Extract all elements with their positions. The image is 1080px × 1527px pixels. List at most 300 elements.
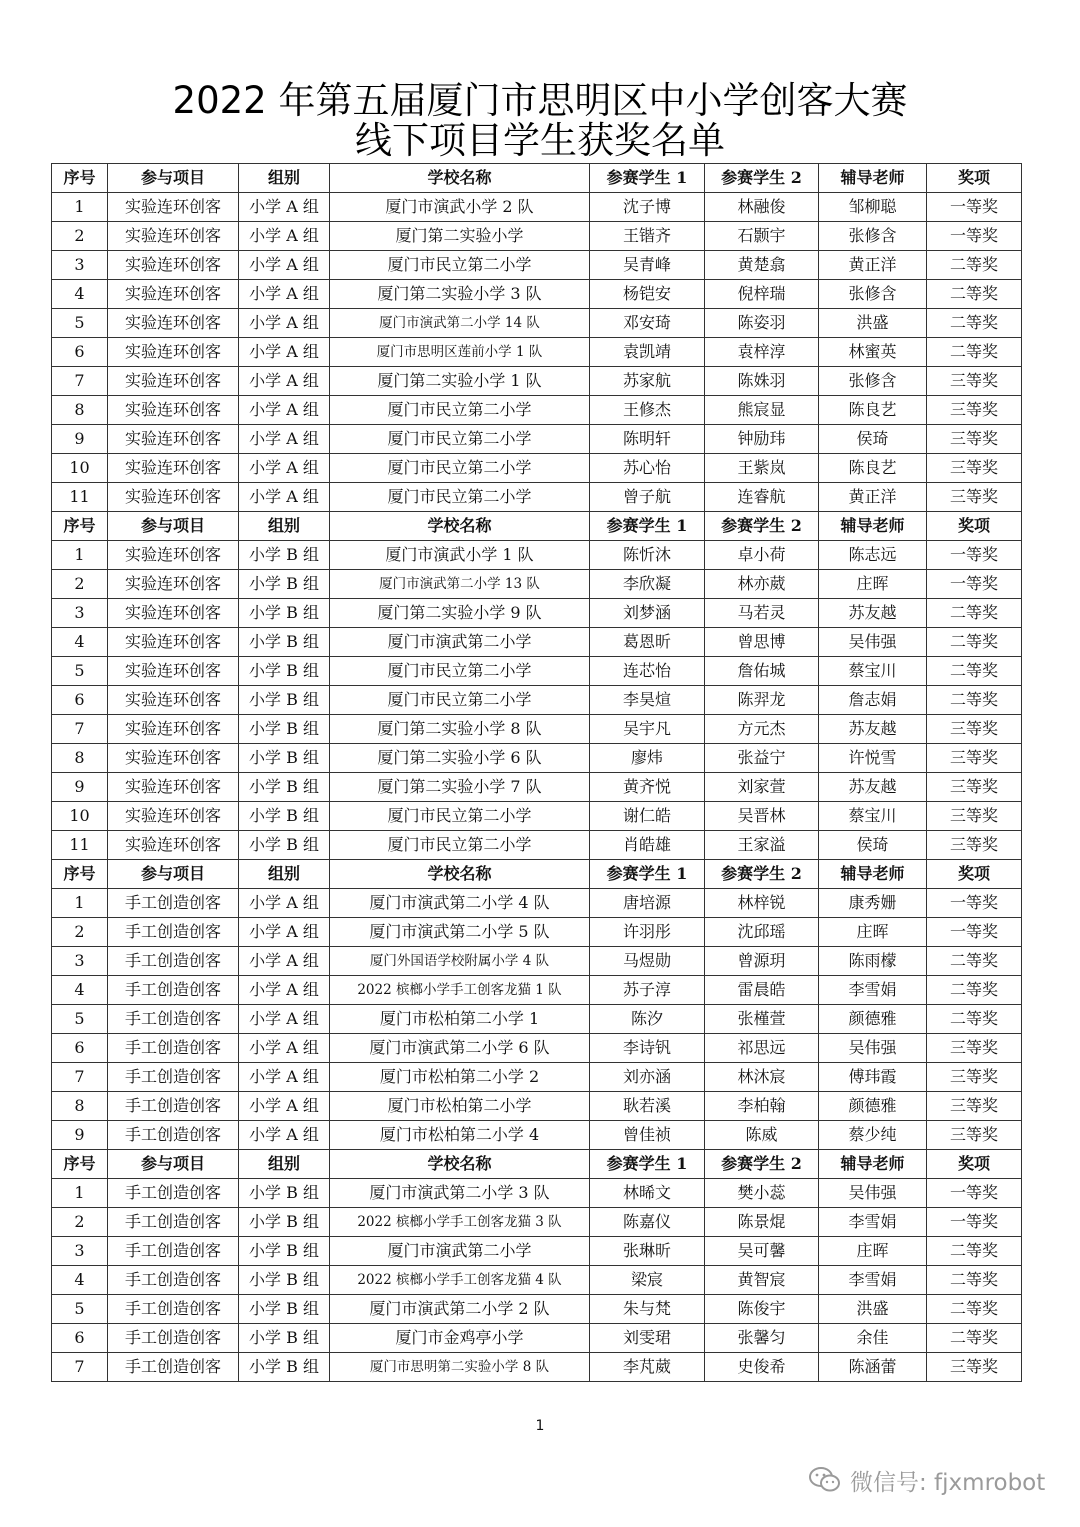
cell-student-1: 邓安琦 bbox=[590, 309, 705, 338]
cell-teacher: 颜德雅 bbox=[819, 1005, 927, 1034]
column-header: 组别 bbox=[239, 164, 330, 193]
cell-student-2: 吴可馨 bbox=[705, 1237, 819, 1266]
cell-project: 实验连环创客 bbox=[108, 599, 239, 628]
cell-group: 小学 A 组 bbox=[239, 918, 330, 947]
cell-school: 厦门市演武第二小学 3 队 bbox=[330, 1179, 590, 1208]
cell-teacher: 李雪娟 bbox=[819, 976, 927, 1005]
cell-award: 二等奖 bbox=[927, 947, 1022, 976]
column-header: 组别 bbox=[239, 512, 330, 541]
table-row bbox=[52, 454, 1022, 483]
page-number: 1 bbox=[535, 1418, 545, 1434]
cell-award: 三等奖 bbox=[927, 773, 1022, 802]
cell-index: 7 bbox=[52, 1353, 108, 1382]
cell-student-2: 陈景焜 bbox=[705, 1208, 819, 1237]
cell-student-1: 林晞文 bbox=[590, 1179, 705, 1208]
cell-group: 小学 A 组 bbox=[239, 338, 330, 367]
cell-teacher: 苏友越 bbox=[819, 773, 927, 802]
cell-project: 实验连环创客 bbox=[108, 280, 239, 309]
cell-group: 小学 A 组 bbox=[239, 280, 330, 309]
cell-index: 5 bbox=[52, 309, 108, 338]
cell-school: 厦门第二实验小学 3 队 bbox=[330, 280, 590, 309]
cell-student-2: 连睿航 bbox=[705, 483, 819, 512]
cell-award: 二等奖 bbox=[927, 309, 1022, 338]
cell-student-1: 曾子航 bbox=[590, 483, 705, 512]
column-header: 辅导老师 bbox=[819, 164, 927, 193]
cell-student-1: 谢仁皓 bbox=[590, 802, 705, 831]
cell-index: 6 bbox=[52, 338, 108, 367]
column-header: 参赛学生 2 bbox=[705, 164, 819, 193]
cell-group: 小学 A 组 bbox=[239, 193, 330, 222]
cell-group: 小学 B 组 bbox=[239, 1324, 330, 1353]
table-row bbox=[52, 1179, 1022, 1208]
cell-index: 11 bbox=[52, 483, 108, 512]
cell-group: 小学 A 组 bbox=[239, 947, 330, 976]
table-row bbox=[52, 338, 1022, 367]
cell-school: 厦门市思明区莲前小学 1 队 bbox=[330, 338, 590, 367]
cell-teacher: 余佳 bbox=[819, 1324, 927, 1353]
cell-group: 小学 A 组 bbox=[239, 251, 330, 280]
column-header: 参与项目 bbox=[108, 164, 239, 193]
table-row bbox=[52, 193, 1022, 222]
table-row bbox=[52, 425, 1022, 454]
table-row bbox=[52, 367, 1022, 396]
cell-teacher: 林蜜英 bbox=[819, 338, 927, 367]
table-row bbox=[52, 1237, 1022, 1266]
cell-school: 厦门市民立第二小学 bbox=[330, 425, 590, 454]
cell-teacher: 庄晖 bbox=[819, 570, 927, 599]
table-row bbox=[52, 918, 1022, 947]
table-row bbox=[52, 686, 1022, 715]
cell-project: 实验连环创客 bbox=[108, 686, 239, 715]
cell-project: 实验连环创客 bbox=[108, 744, 239, 773]
cell-project: 手工创造创客 bbox=[108, 1324, 239, 1353]
award-table bbox=[51, 163, 1022, 1382]
cell-teacher: 黄正洋 bbox=[819, 251, 927, 280]
cell-student-1: 李昊煊 bbox=[590, 686, 705, 715]
cell-index: 5 bbox=[52, 1005, 108, 1034]
watermark-text: 微信号: fjxmrobot bbox=[850, 1469, 1046, 1496]
cell-award: 三等奖 bbox=[927, 483, 1022, 512]
cell-project: 实验连环创客 bbox=[108, 454, 239, 483]
cell-school: 2022 槟榔小学手工创客龙猫 1 队 bbox=[330, 976, 590, 1005]
cell-project: 实验连环创客 bbox=[108, 193, 239, 222]
cell-group: 小学 A 组 bbox=[239, 454, 330, 483]
cell-award: 二等奖 bbox=[927, 1005, 1022, 1034]
cell-award: 一等奖 bbox=[927, 1179, 1022, 1208]
table-header-row bbox=[52, 164, 1022, 193]
cell-student-1: 刘亦涵 bbox=[590, 1063, 705, 1092]
cell-teacher: 张修含 bbox=[819, 367, 927, 396]
table-row bbox=[52, 657, 1022, 686]
cell-student-1: 李欣凝 bbox=[590, 570, 705, 599]
table-row bbox=[52, 1295, 1022, 1324]
cell-teacher: 吴伟强 bbox=[819, 1179, 927, 1208]
cell-group: 小学 A 组 bbox=[239, 1121, 330, 1150]
cell-student-2: 黄楚翕 bbox=[705, 251, 819, 280]
cell-teacher: 詹志娟 bbox=[819, 686, 927, 715]
cell-project: 实验连环创客 bbox=[108, 396, 239, 425]
cell-project: 手工创造创客 bbox=[108, 1295, 239, 1324]
watermark bbox=[808, 1465, 1045, 1495]
cell-group: 小学 B 组 bbox=[239, 802, 330, 831]
cell-award: 二等奖 bbox=[927, 599, 1022, 628]
cell-teacher: 蔡宝川 bbox=[819, 802, 927, 831]
cell-group: 小学 A 组 bbox=[239, 1034, 330, 1063]
cell-award: 三等奖 bbox=[927, 1121, 1022, 1150]
cell-group: 小学 B 组 bbox=[239, 1179, 330, 1208]
cell-student-2: 陈姿羽 bbox=[705, 309, 819, 338]
cell-award: 一等奖 bbox=[927, 541, 1022, 570]
cell-student-2: 沈邱瑶 bbox=[705, 918, 819, 947]
cell-index: 7 bbox=[52, 1063, 108, 1092]
cell-index: 1 bbox=[52, 1179, 108, 1208]
cell-student-1: 苏心怡 bbox=[590, 454, 705, 483]
cell-teacher: 陈涵蕾 bbox=[819, 1353, 927, 1382]
column-header: 参赛学生 1 bbox=[590, 164, 705, 193]
cell-student-1: 杨铠安 bbox=[590, 280, 705, 309]
cell-award: 三等奖 bbox=[927, 396, 1022, 425]
cell-student-2: 陈俊宇 bbox=[705, 1295, 819, 1324]
table-row bbox=[52, 628, 1022, 657]
table-row bbox=[52, 831, 1022, 860]
cell-project: 实验连环创客 bbox=[108, 657, 239, 686]
cell-student-2: 方元杰 bbox=[705, 715, 819, 744]
column-header: 参赛学生 2 bbox=[705, 1150, 819, 1179]
cell-school: 厦门市民立第二小学 bbox=[330, 802, 590, 831]
cell-index: 9 bbox=[52, 1121, 108, 1150]
cell-group: 小学 B 组 bbox=[239, 599, 330, 628]
column-header: 参赛学生 2 bbox=[705, 512, 819, 541]
cell-student-1: 张琳昕 bbox=[590, 1237, 705, 1266]
cell-index: 3 bbox=[52, 947, 108, 976]
column-header: 序号 bbox=[52, 512, 108, 541]
cell-index: 3 bbox=[52, 599, 108, 628]
cell-teacher: 陈良艺 bbox=[819, 396, 927, 425]
cell-student-1: 苏家航 bbox=[590, 367, 705, 396]
cell-student-2: 黄智宸 bbox=[705, 1266, 819, 1295]
cell-award: 二等奖 bbox=[927, 1295, 1022, 1324]
cell-project: 手工创造创客 bbox=[108, 1179, 239, 1208]
cell-project: 实验连环创客 bbox=[108, 802, 239, 831]
cell-index: 3 bbox=[52, 251, 108, 280]
cell-project: 实验连环创客 bbox=[108, 338, 239, 367]
cell-student-2: 王家溢 bbox=[705, 831, 819, 860]
cell-award: 三等奖 bbox=[927, 1063, 1022, 1092]
column-header: 奖项 bbox=[927, 164, 1022, 193]
cell-student-2: 马若灵 bbox=[705, 599, 819, 628]
cell-group: 小学 B 组 bbox=[239, 686, 330, 715]
cell-index: 8 bbox=[52, 744, 108, 773]
cell-project: 实验连环创客 bbox=[108, 715, 239, 744]
cell-school: 厦门市演武第二小学 bbox=[330, 1237, 590, 1266]
cell-teacher: 李雪娟 bbox=[819, 1208, 927, 1237]
column-header: 辅导老师 bbox=[819, 860, 927, 889]
cell-project: 实验连环创客 bbox=[108, 222, 239, 251]
cell-student-2: 林沐宸 bbox=[705, 1063, 819, 1092]
cell-student-2: 林融俊 bbox=[705, 193, 819, 222]
cell-award: 二等奖 bbox=[927, 280, 1022, 309]
cell-index: 6 bbox=[52, 1034, 108, 1063]
cell-project: 实验连环创客 bbox=[108, 251, 239, 280]
cell-student-2: 张槿萱 bbox=[705, 1005, 819, 1034]
cell-group: 小学 A 组 bbox=[239, 425, 330, 454]
cell-teacher: 庄晖 bbox=[819, 918, 927, 947]
cell-student-1: 刘梦涵 bbox=[590, 599, 705, 628]
cell-index: 9 bbox=[52, 773, 108, 802]
cell-student-1: 王修杰 bbox=[590, 396, 705, 425]
cell-teacher: 洪盛 bbox=[819, 1295, 927, 1324]
cell-student-2: 刘家萱 bbox=[705, 773, 819, 802]
cell-index: 2 bbox=[52, 1208, 108, 1237]
cell-student-1: 袁凯靖 bbox=[590, 338, 705, 367]
table-row bbox=[52, 541, 1022, 570]
column-header: 参赛学生 1 bbox=[590, 512, 705, 541]
cell-student-2: 史俊希 bbox=[705, 1353, 819, 1382]
cell-school: 厦门第二实验小学 1 队 bbox=[330, 367, 590, 396]
table-row bbox=[52, 222, 1022, 251]
cell-student-1: 陈汐 bbox=[590, 1005, 705, 1034]
cell-project: 手工创造创客 bbox=[108, 1005, 239, 1034]
cell-school: 厦门市松柏第二小学 2 bbox=[330, 1063, 590, 1092]
table-row bbox=[52, 744, 1022, 773]
table-row bbox=[52, 773, 1022, 802]
cell-index: 1 bbox=[52, 193, 108, 222]
cell-student-2: 林梓锐 bbox=[705, 889, 819, 918]
column-header: 奖项 bbox=[927, 860, 1022, 889]
column-header: 学校名称 bbox=[330, 1150, 590, 1179]
cell-student-1: 曾佳祯 bbox=[590, 1121, 705, 1150]
column-header: 序号 bbox=[52, 164, 108, 193]
cell-student-2: 曾源玥 bbox=[705, 947, 819, 976]
cell-index: 2 bbox=[52, 918, 108, 947]
cell-project: 手工创造创客 bbox=[108, 976, 239, 1005]
table-row bbox=[52, 1353, 1022, 1382]
cell-student-1: 连芯怡 bbox=[590, 657, 705, 686]
wechat-icon bbox=[808, 1466, 842, 1494]
table-header-row bbox=[52, 860, 1022, 889]
cell-student-1: 沈子博 bbox=[590, 193, 705, 222]
cell-student-2: 陈姝羽 bbox=[705, 367, 819, 396]
cell-teacher: 许悦雪 bbox=[819, 744, 927, 773]
cell-award: 一等奖 bbox=[927, 1208, 1022, 1237]
cell-project: 实验连环创客 bbox=[108, 628, 239, 657]
cell-student-2: 曾思博 bbox=[705, 628, 819, 657]
cell-award: 二等奖 bbox=[927, 976, 1022, 1005]
cell-student-2: 张益宁 bbox=[705, 744, 819, 773]
cell-student-1: 王锴齐 bbox=[590, 222, 705, 251]
cell-teacher: 苏友越 bbox=[819, 715, 927, 744]
cell-award: 一等奖 bbox=[927, 570, 1022, 599]
cell-teacher: 侯琦 bbox=[819, 425, 927, 454]
cell-award: 三等奖 bbox=[927, 802, 1022, 831]
cell-award: 三等奖 bbox=[927, 1353, 1022, 1382]
table-row bbox=[52, 715, 1022, 744]
cell-student-1: 朱与梵 bbox=[590, 1295, 705, 1324]
cell-award: 三等奖 bbox=[927, 744, 1022, 773]
cell-student-2: 倪梓瑞 bbox=[705, 280, 819, 309]
cell-group: 小学 A 组 bbox=[239, 483, 330, 512]
cell-award: 三等奖 bbox=[927, 1034, 1022, 1063]
cell-project: 实验连环创客 bbox=[108, 483, 239, 512]
cell-group: 小学 A 组 bbox=[239, 1092, 330, 1121]
cell-award: 三等奖 bbox=[927, 454, 1022, 483]
column-header: 参赛学生 1 bbox=[590, 860, 705, 889]
cell-teacher: 黄正洋 bbox=[819, 483, 927, 512]
cell-school: 厦门市金鸡亭小学 bbox=[330, 1324, 590, 1353]
table-row bbox=[52, 1034, 1022, 1063]
column-header: 参赛学生 1 bbox=[590, 1150, 705, 1179]
table-row bbox=[52, 309, 1022, 338]
cell-award: 二等奖 bbox=[927, 1324, 1022, 1353]
cell-award: 一等奖 bbox=[927, 222, 1022, 251]
cell-project: 实验连环创客 bbox=[108, 570, 239, 599]
cell-student-2: 祁思远 bbox=[705, 1034, 819, 1063]
cell-index: 4 bbox=[52, 280, 108, 309]
column-header: 参与项目 bbox=[108, 860, 239, 889]
table-row bbox=[52, 1121, 1022, 1150]
cell-school: 厦门市松柏第二小学 bbox=[330, 1092, 590, 1121]
cell-school: 厦门市演武第二小学 5 队 bbox=[330, 918, 590, 947]
cell-teacher: 洪盛 bbox=[819, 309, 927, 338]
cell-index: 6 bbox=[52, 686, 108, 715]
cell-student-1: 黄齐悦 bbox=[590, 773, 705, 802]
cell-student-2: 王紫岚 bbox=[705, 454, 819, 483]
cell-index: 4 bbox=[52, 976, 108, 1005]
document-title: 2022 年第五届厦门市思明区中小学创客大赛 bbox=[172, 79, 908, 122]
cell-school: 厦门市演武小学 1 队 bbox=[330, 541, 590, 570]
cell-award: 二等奖 bbox=[927, 251, 1022, 280]
cell-student-2: 熊宸显 bbox=[705, 396, 819, 425]
cell-school: 厦门市民立第二小学 bbox=[330, 686, 590, 715]
cell-teacher: 庄晖 bbox=[819, 1237, 927, 1266]
cell-project: 手工创造创客 bbox=[108, 947, 239, 976]
table-row bbox=[52, 396, 1022, 425]
column-header: 序号 bbox=[52, 860, 108, 889]
cell-award: 二等奖 bbox=[927, 657, 1022, 686]
cell-school: 厦门市松柏第二小学 1 bbox=[330, 1005, 590, 1034]
cell-project: 手工创造创客 bbox=[108, 1208, 239, 1237]
cell-index: 7 bbox=[52, 367, 108, 396]
table-row bbox=[52, 802, 1022, 831]
cell-teacher: 颜德雅 bbox=[819, 1092, 927, 1121]
cell-student-1: 陈明轩 bbox=[590, 425, 705, 454]
table-header-row bbox=[52, 512, 1022, 541]
cell-group: 小学 B 组 bbox=[239, 1208, 330, 1237]
cell-student-2: 卓小荷 bbox=[705, 541, 819, 570]
cell-index: 1 bbox=[52, 889, 108, 918]
cell-student-2: 钟励玮 bbox=[705, 425, 819, 454]
cell-student-1: 唐培源 bbox=[590, 889, 705, 918]
cell-student-1: 苏子淳 bbox=[590, 976, 705, 1005]
cell-project: 手工创造创客 bbox=[108, 889, 239, 918]
cell-group: 小学 B 组 bbox=[239, 570, 330, 599]
cell-group: 小学 B 组 bbox=[239, 1353, 330, 1382]
document-subtitle: 线下项目学生获奖名单 bbox=[355, 119, 725, 162]
cell-award: 一等奖 bbox=[927, 889, 1022, 918]
cell-school: 厦门市民立第二小学 bbox=[330, 454, 590, 483]
cell-student-2: 樊小蕊 bbox=[705, 1179, 819, 1208]
cell-index: 9 bbox=[52, 425, 108, 454]
cell-teacher: 陈雨檬 bbox=[819, 947, 927, 976]
cell-school: 厦门第二实验小学 bbox=[330, 222, 590, 251]
cell-project: 实验连环创客 bbox=[108, 541, 239, 570]
cell-award: 三等奖 bbox=[927, 367, 1022, 396]
cell-project: 手工创造创客 bbox=[108, 1034, 239, 1063]
table-row bbox=[52, 976, 1022, 1005]
cell-project: 手工创造创客 bbox=[108, 1121, 239, 1150]
column-header: 参赛学生 2 bbox=[705, 860, 819, 889]
cell-group: 小学 B 组 bbox=[239, 1237, 330, 1266]
cell-teacher: 康秀姗 bbox=[819, 889, 927, 918]
cell-award: 三等奖 bbox=[927, 831, 1022, 860]
cell-school: 厦门市演武小学 2 队 bbox=[330, 193, 590, 222]
cell-teacher: 蔡少纯 bbox=[819, 1121, 927, 1150]
cell-student-1: 许羽彤 bbox=[590, 918, 705, 947]
cell-award: 一等奖 bbox=[927, 918, 1022, 947]
cell-index: 5 bbox=[52, 657, 108, 686]
cell-school: 厦门市演武第二小学 2 队 bbox=[330, 1295, 590, 1324]
cell-teacher: 陈良艺 bbox=[819, 454, 927, 483]
cell-group: 小学 B 组 bbox=[239, 1295, 330, 1324]
cell-student-2: 吴晋林 bbox=[705, 802, 819, 831]
cell-student-2: 雷晨皓 bbox=[705, 976, 819, 1005]
cell-student-2: 石颢宇 bbox=[705, 222, 819, 251]
cell-project: 实验连环创客 bbox=[108, 309, 239, 338]
cell-student-1: 李芃葳 bbox=[590, 1353, 705, 1382]
cell-student-2: 张馨匀 bbox=[705, 1324, 819, 1353]
cell-teacher: 张修含 bbox=[819, 280, 927, 309]
cell-award: 二等奖 bbox=[927, 1266, 1022, 1295]
table-row bbox=[52, 1324, 1022, 1353]
cell-school: 厦门市民立第二小学 bbox=[330, 396, 590, 425]
cell-student-1: 陈忻沐 bbox=[590, 541, 705, 570]
cell-student-2: 李柏翰 bbox=[705, 1092, 819, 1121]
table-row bbox=[52, 251, 1022, 280]
cell-project: 手工创造创客 bbox=[108, 1237, 239, 1266]
cell-group: 小学 B 组 bbox=[239, 744, 330, 773]
cell-index: 11 bbox=[52, 831, 108, 860]
table-row bbox=[52, 1063, 1022, 1092]
column-header: 组别 bbox=[239, 1150, 330, 1179]
cell-award: 一等奖 bbox=[927, 193, 1022, 222]
cell-school: 厦门第二实验小学 6 队 bbox=[330, 744, 590, 773]
cell-index: 6 bbox=[52, 1324, 108, 1353]
cell-group: 小学 B 组 bbox=[239, 831, 330, 860]
cell-group: 小学 A 组 bbox=[239, 309, 330, 338]
cell-school: 2022 槟榔小学手工创客龙猫 3 队 bbox=[330, 1208, 590, 1237]
cell-group: 小学 A 组 bbox=[239, 889, 330, 918]
cell-index: 1 bbox=[52, 541, 108, 570]
cell-index: 10 bbox=[52, 454, 108, 483]
cell-group: 小学 A 组 bbox=[239, 222, 330, 251]
cell-school: 厦门市民立第二小学 bbox=[330, 251, 590, 280]
cell-index: 4 bbox=[52, 1266, 108, 1295]
cell-student-2: 袁梓淳 bbox=[705, 338, 819, 367]
cell-student-1: 葛恩昕 bbox=[590, 628, 705, 657]
cell-school: 厦门外国语学校附属小学 4 队 bbox=[330, 947, 590, 976]
cell-school: 厦门第二实验小学 9 队 bbox=[330, 599, 590, 628]
table-row bbox=[52, 889, 1022, 918]
column-header: 奖项 bbox=[927, 512, 1022, 541]
cell-award: 三等奖 bbox=[927, 715, 1022, 744]
table-row bbox=[52, 1266, 1022, 1295]
table-header-row bbox=[52, 1150, 1022, 1179]
cell-school: 厦门市松柏第二小学 4 bbox=[330, 1121, 590, 1150]
cell-award: 二等奖 bbox=[927, 686, 1022, 715]
cell-teacher: 吴伟强 bbox=[819, 628, 927, 657]
cell-school: 厦门市思明第二实验小学 8 队 bbox=[330, 1353, 590, 1382]
cell-student-1: 耿若溪 bbox=[590, 1092, 705, 1121]
